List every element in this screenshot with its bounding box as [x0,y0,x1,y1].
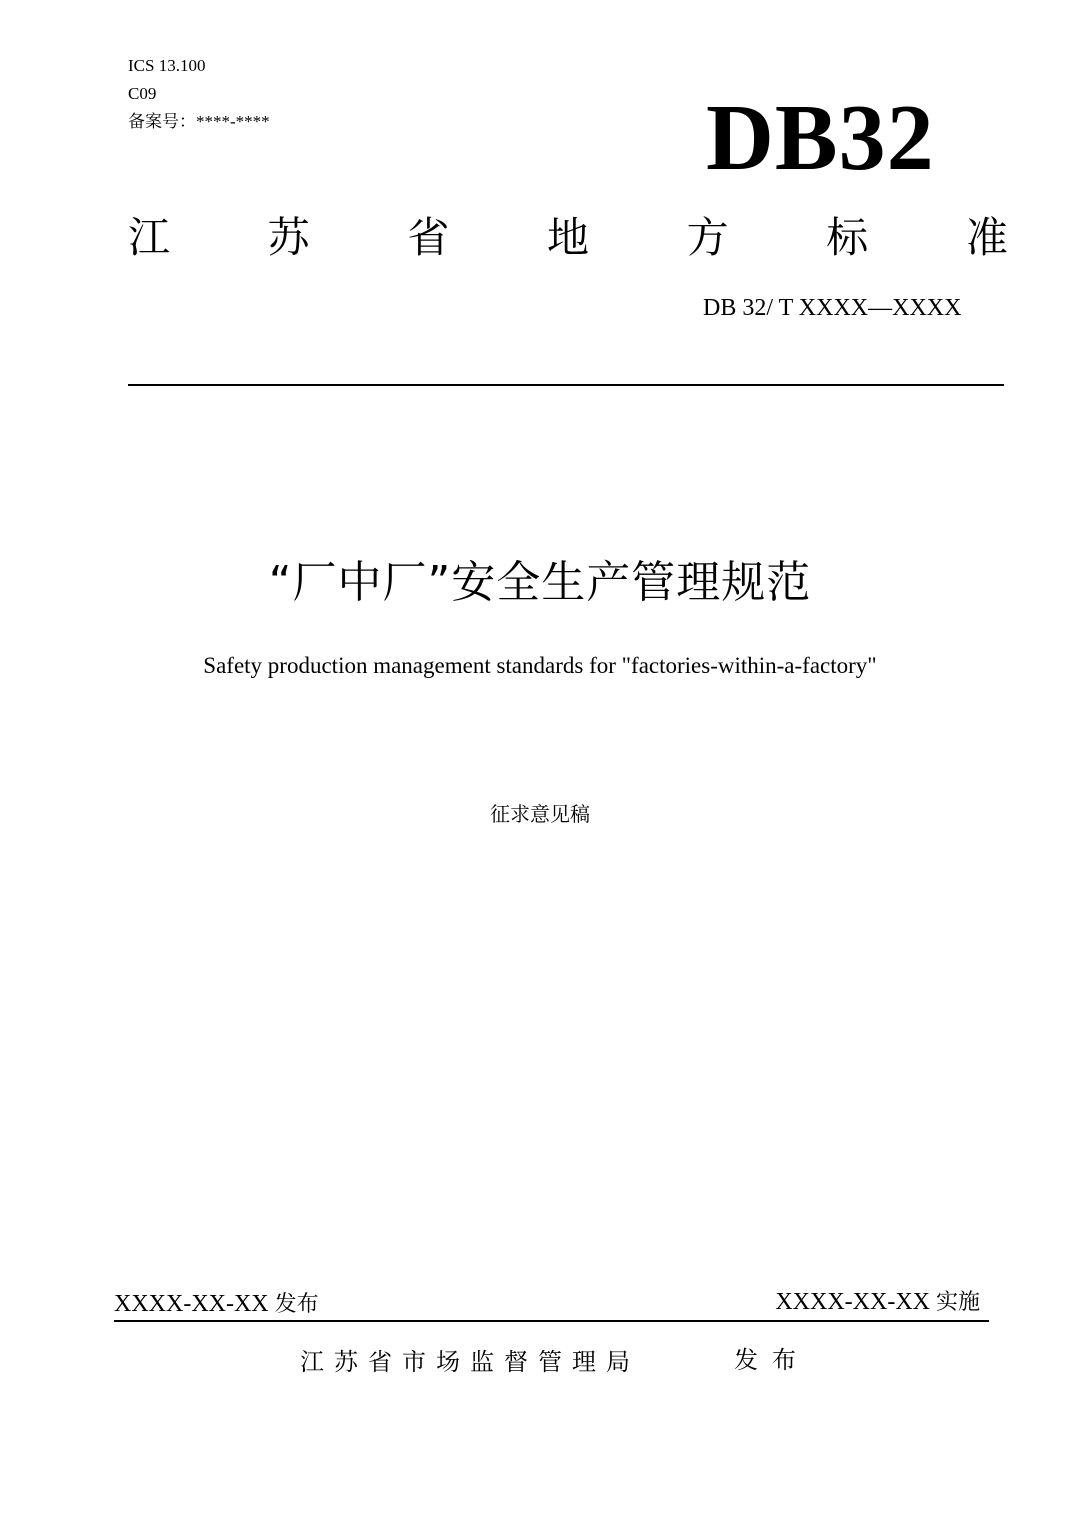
implementation-date: XXXX-XX-XX [775,1289,930,1315]
standard-type-char: 江 [128,213,171,262]
implementation-label: 实施 [935,1290,980,1315]
standard-type-char: 省 [407,213,450,262]
footer-divider [114,1320,989,1322]
standard-logo: DB32 [706,86,935,190]
document-title-english: Safety production management standards for "factories-within-a-factory" [203,653,877,678]
standard-type-char: 方 [686,213,729,262]
issue-label: 发布 [274,1292,319,1317]
issuing-authority: 江苏省市场监督管理局 [300,1348,640,1376]
draft-status: 征求意见稿 [490,802,590,826]
issue-word: 发布 [734,1346,810,1374]
ics-code: ICS 13.100 [128,56,206,75]
issue-date: XXXX-XX-XX [114,1291,269,1317]
record-number: 备案号：****-**** [128,112,270,131]
implementation-date-line [775,1286,980,1319]
header-divider [128,384,1004,386]
standard-number: DB 32/ T XXXX—XXXX [703,295,962,321]
standard-type-char: 苏 [267,213,310,262]
standard-type-heading [128,208,1008,268]
standard-type-char: 地 [546,213,589,262]
document-title-chinese: “厂中厂”安全生产管理规范 [268,557,812,608]
standard-type-char: 标 [826,213,869,262]
standard-type-char: 准 [965,213,1008,262]
issue-date-line [114,1288,319,1321]
category-code: C09 [128,84,157,103]
